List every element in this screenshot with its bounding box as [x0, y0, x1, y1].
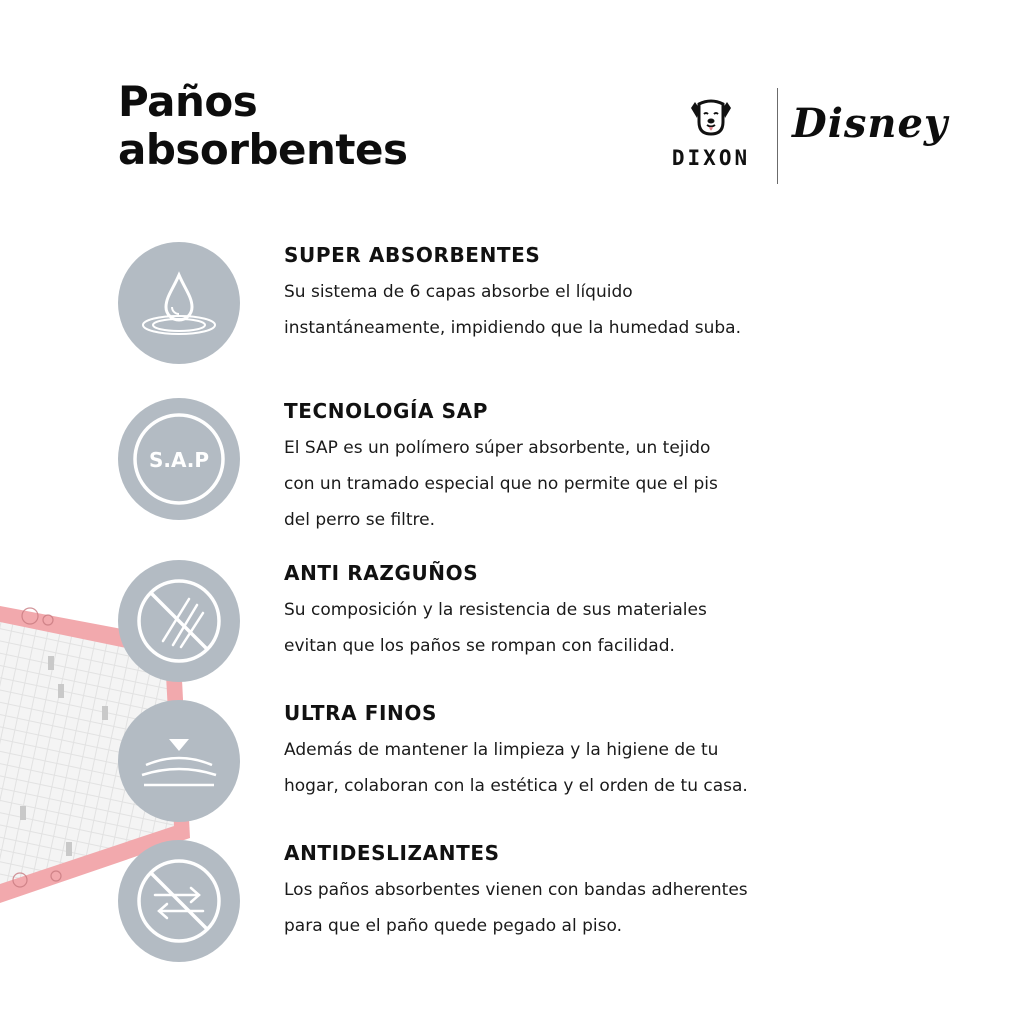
feature-description-line: Los paños absorbentes vienen con bandas adherentes — [284, 880, 748, 900]
feature-description — [284, 872, 844, 944]
brand-divider — [777, 88, 778, 184]
feature-description-line: El SAP es un polímero súper absorbente, un tejido — [284, 438, 711, 458]
page-title — [118, 78, 407, 174]
disney-logo: Disney — [792, 100, 949, 147]
page-title-line-2: absorbentes — [118, 125, 408, 174]
feature-description-line: para que el paño quede pegado al piso. — [284, 916, 622, 936]
dixon-logo — [668, 96, 754, 180]
feature-description-line: con un tramado especial que no permite que el pis — [284, 474, 718, 494]
feature-icon-circle — [118, 700, 240, 822]
feature-description-line: del perro se filtre. — [284, 510, 436, 530]
dixon-wordmark: DIXON — [671, 146, 751, 170]
feature-description — [284, 430, 844, 538]
feature-icon-circle — [118, 840, 240, 962]
no-slip-icon — [133, 855, 225, 947]
feature-title: SUPER ABSORBENTES — [284, 243, 541, 267]
sap-badge-icon — [131, 411, 227, 507]
feature-description-line: instantáneamente, impidiendo que la humedad suba. — [284, 318, 741, 338]
feature-icon-circle — [118, 242, 240, 364]
page-title-line-1: Paños — [118, 77, 258, 126]
feature-description — [284, 732, 844, 804]
water-drop-icon — [139, 263, 219, 343]
feature-description-line: evitan que los paños se rompan con facilidad. — [284, 636, 675, 656]
no-scratch-icon — [133, 575, 225, 667]
feature-description — [284, 592, 844, 664]
feature-title: ULTRA FINOS — [284, 701, 438, 725]
feature-icon-circle — [118, 560, 240, 682]
feature-title: ANTI RAZGUÑOS — [284, 561, 479, 585]
feature-title: TECNOLOGÍA SAP — [284, 399, 488, 423]
sap-badge-text: S.A.P — [148, 448, 210, 472]
feature-title: ANTIDESLIZANTES — [284, 841, 500, 865]
feature-description-line: Además de mantener la limpieza y la higiene de tu — [284, 740, 719, 760]
dog-face-icon — [689, 96, 733, 142]
feature-icon-circle — [118, 398, 240, 520]
feature-description-line: Su sistema de 6 capas absorbe el líquido — [284, 282, 633, 302]
feature-description — [284, 274, 844, 346]
feature-description-line: hogar, colaboran con la estética y el orden de tu casa. — [284, 776, 748, 796]
feature-description-line: Su composición y la resistencia de sus materiales — [284, 600, 707, 620]
ultra-thin-icon — [134, 721, 224, 801]
